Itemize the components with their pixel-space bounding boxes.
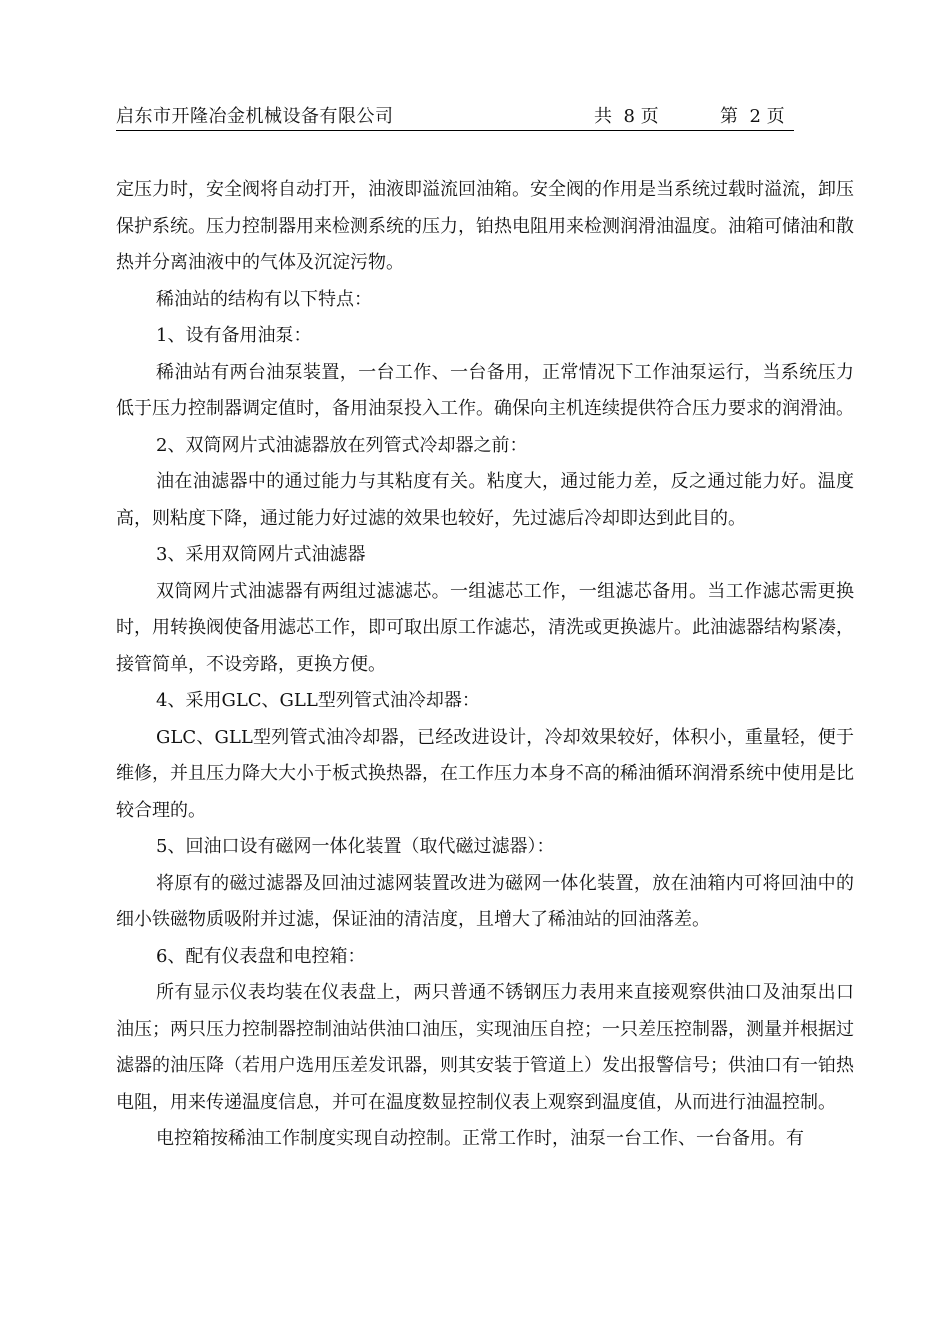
paragraph-instrument-panel: 所有显示仪表均装在仪表盘上，两只普通不锈钢压力表用来直接观察供油口及油泵出口油压；两只压力控制器控制油站供油口油压，实现油压自控；一只差压控制器，测量并根据过滤器的油压降（若用户选用压差发讯器，则其安装于管道上）发出报警信号；供油口有一铂热电阻，用来传递温度信息，并可在温度数显控制仪表上观察到温度值，从而进行油温控制。 (116, 982, 854, 1113)
paragraph-oil-cooler: GLC、GLL型列管式油冷却器，已经改进设计，冷却效果较好，体积小，重量轻，便于维修，并且压力降大大小于板式换热器，在工作压力本身不高的稀油循环润滑系统中使用是比较合理的。 (116, 726, 854, 821)
heading-filter-position: 2、双筒网片式油滤器放在列管式冷却器之前： (156, 434, 528, 456)
company-name: 启东市开隆冶金机械设备有限公司 (116, 106, 394, 127)
heading-magnetic-screen: 5、回油口设有磁网一体化装置（取代磁过滤器）： (156, 836, 555, 857)
heading-duplex-filter: 3、采用双筒网片式油滤器 (156, 544, 366, 565)
heading-oil-cooler: 4、采用GLC、GLL型列管式油冷却器： (156, 690, 480, 711)
heading-instrument-panel: 6、配有仪表盘和电控箱： (156, 945, 366, 967)
paragraph-backup-pump: 稀油站有两台油泵装置，一台工作、一台备用，正常情况下工作油泵运行，当系统压力低于压力控制器调定值时，备用油泵投入工作。确保向主机连续提供符合压力要求的润滑油。 (116, 361, 854, 419)
paragraph-control-box: 电控箱按稀油工作制度实现自动控制。正常工作时，油泵一台工作、一台备用。有 (156, 1128, 804, 1149)
page-header (116, 104, 794, 131)
heading-backup-pump: 1、设有备用油泵： (156, 325, 312, 346)
paragraph-filter-position: 油在油滤器中的通过能力与其粘度有关。粘度大，通过能力差，反之通过能力好。温度高，则粘度下降，通过能力好过滤的效果也较好，先过滤后冷却即达到此目的。 (116, 471, 854, 529)
total-pages: 共 8 页 (594, 106, 659, 127)
paragraph-duplex-filter: 双筒网片式油滤器有两组过滤滤芯。一组滤芯工作，一组滤芯备用。当工作滤芯需更换时，用转换阀使备用滤芯工作，即可取出原工作滤芯，清洗或更换滤片。此油滤器结构紧凑，接管简单，不设旁路，更换方便。 (116, 580, 854, 675)
page-number: 第 2 页 (720, 106, 785, 127)
paragraph-continuation: 定压力时，安全阀将自动打开，油液即溢流回油箱。安全阀的作用是当系统过载时溢流，卸压保护系统。压力控制器用来检测系统的压力，铂热电阻用来检测润滑油温度。油箱可储油和散热并分离油液中的气体及沉淀污物。 (116, 179, 854, 273)
paragraph-magnetic-screen: 将原有的磁过滤器及回油过滤网装置改进为磁网一体化装置，放在油箱内可将回油中的细小铁磁物质吸附并过滤，保证油的清洁度，且增大了稀油站的回油落差。 (116, 872, 854, 930)
paragraph-features-intro: 稀油站的结构有以下特点： (156, 288, 372, 310)
document-body (116, 172, 854, 1158)
